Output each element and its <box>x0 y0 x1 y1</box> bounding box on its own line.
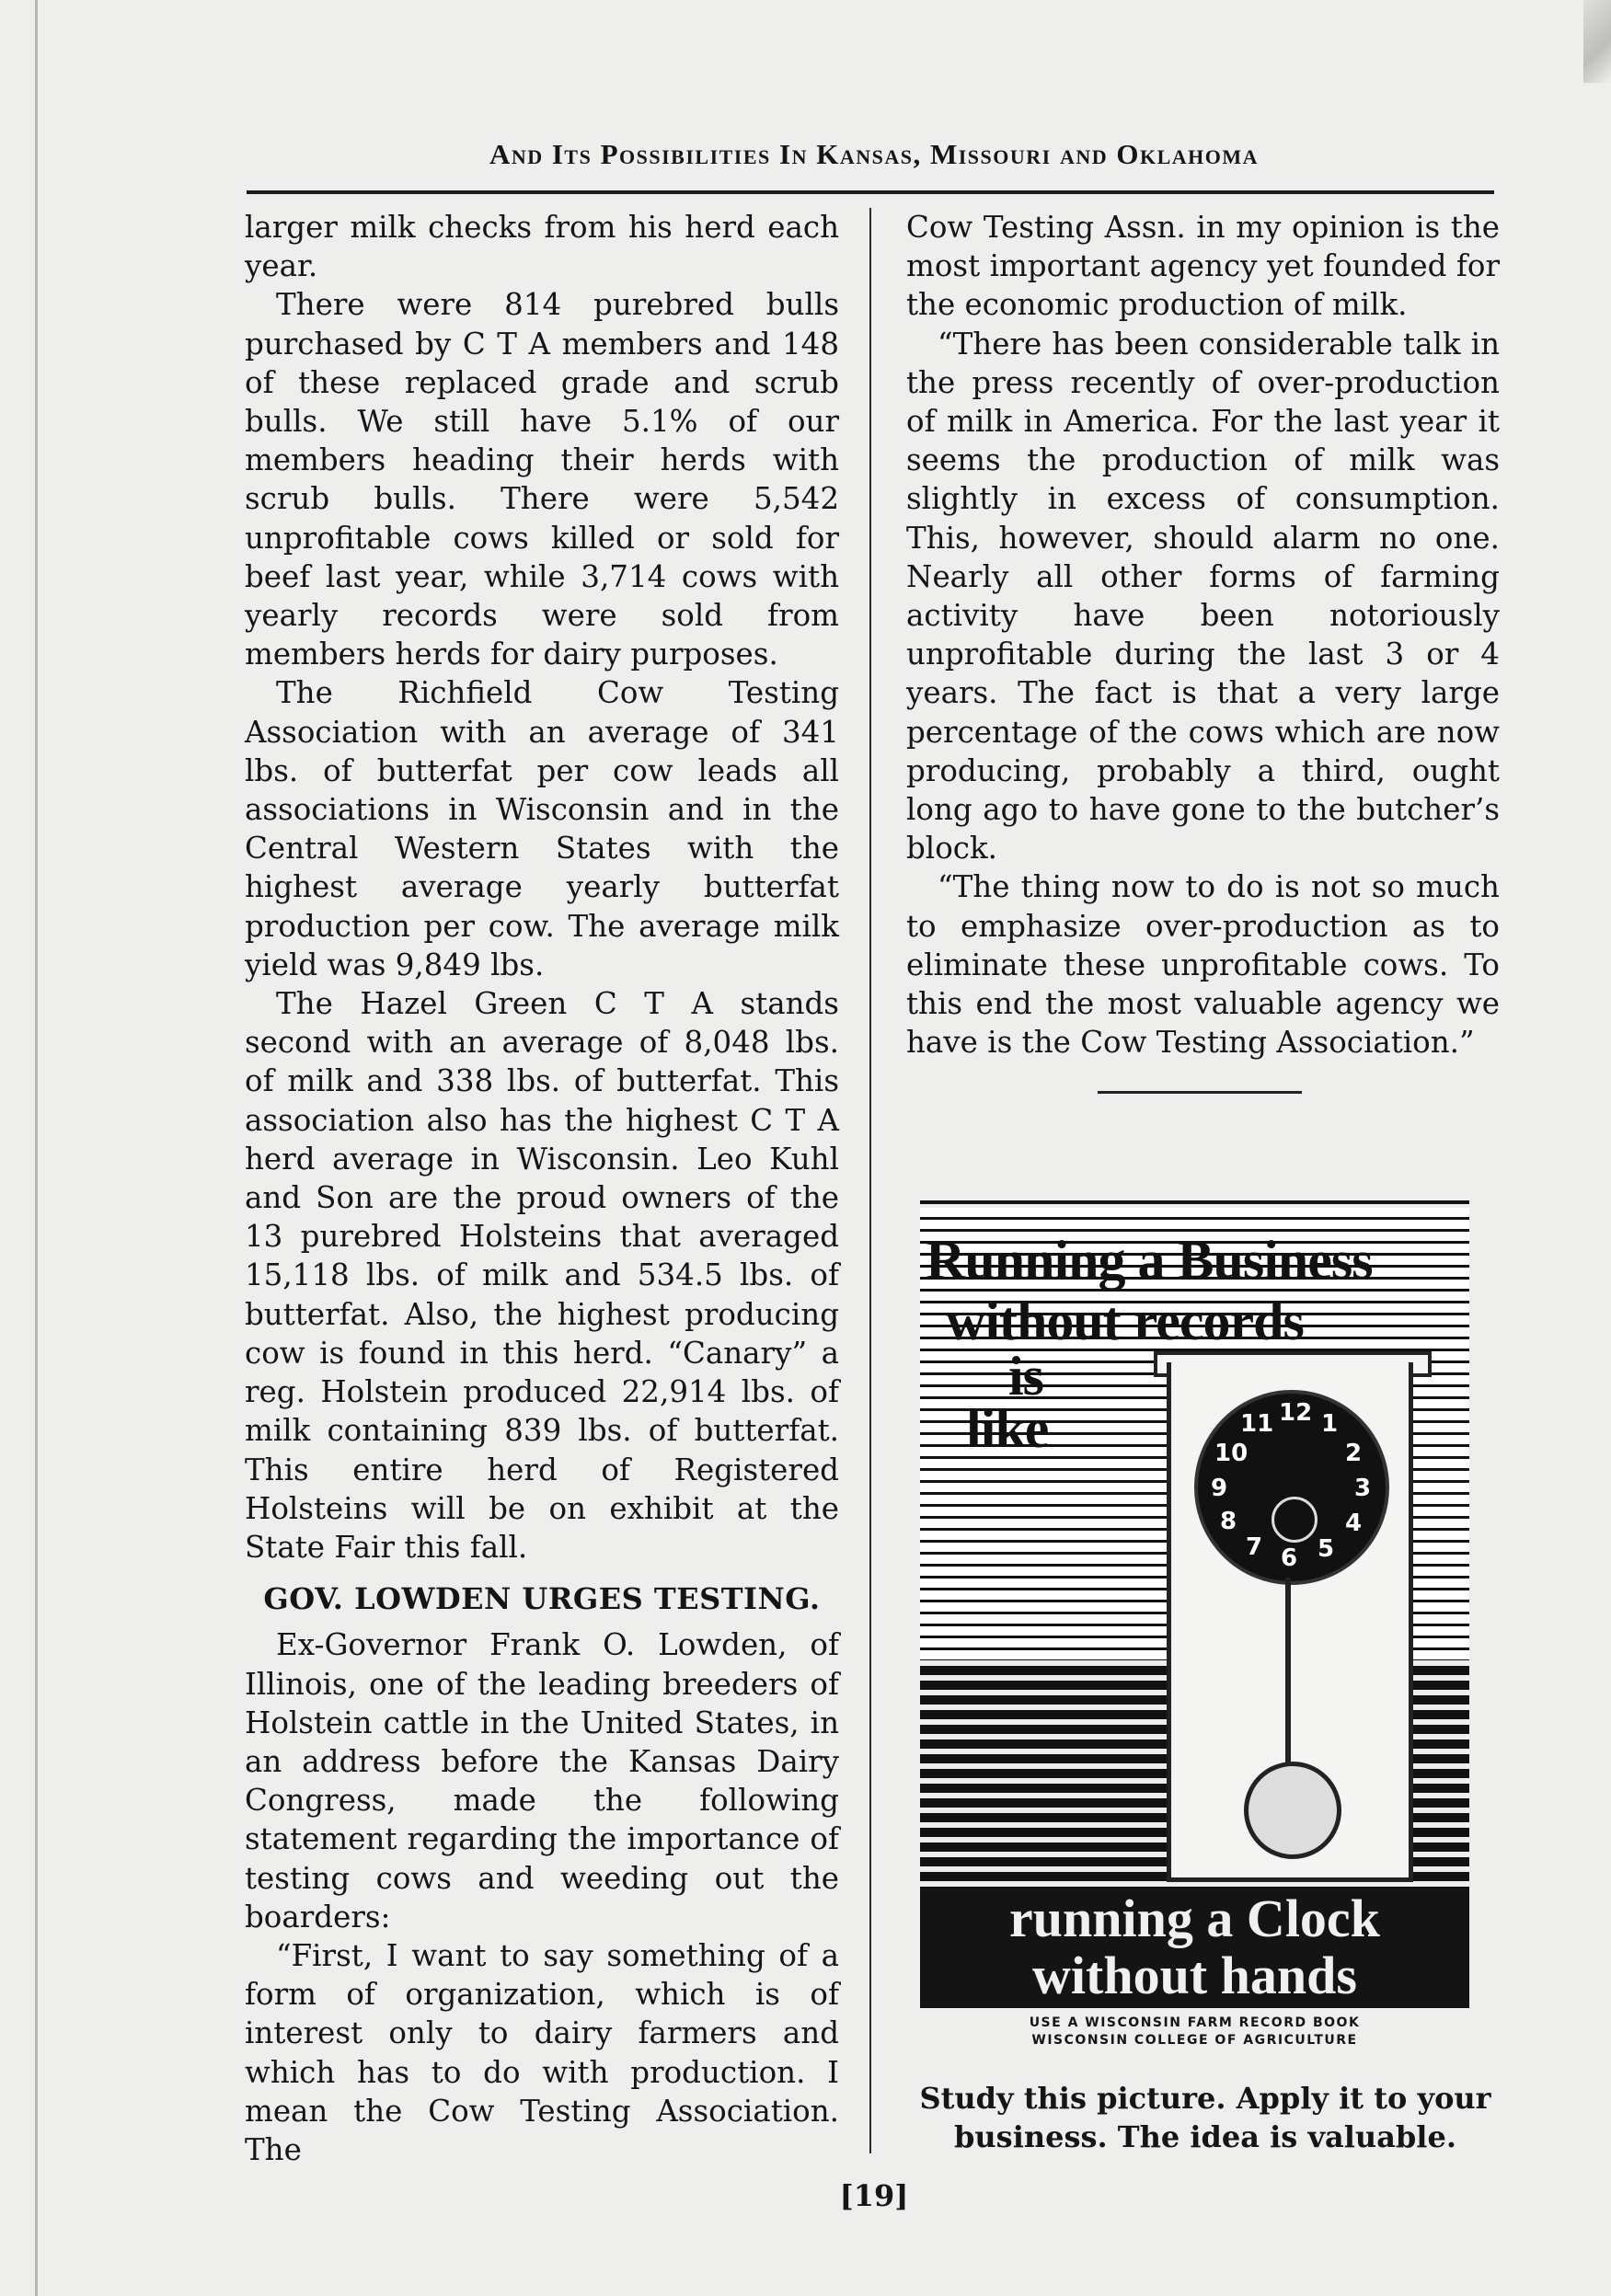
clock-face <box>1194 1390 1389 1585</box>
clock-number: 10 <box>1214 1440 1249 1467</box>
section-end-rule <box>1098 1091 1302 1094</box>
clock-number: 8 <box>1220 1508 1237 1535</box>
paragraph: Cow Testing Assn. in my opinion is the most important agency yet founded for the economic production of milk. <box>906 210 1500 323</box>
clock-number: 3 <box>1354 1475 1372 1502</box>
paragraph: There were 814 purebred bulls purchased by C T A members and 148 of these replaced grade and scrub bulls. We still have 5.1% of our members heading their herds with scrub bulls. There were 5,542 unprofitable cows killed or sold for beef last year, while 3,714 cows with yearly records were sold from members herds for dairy purposes. <box>245 287 839 672</box>
clock-number: 5 <box>1318 1535 1335 1563</box>
ad-top-rule <box>920 1200 1469 1204</box>
paragraph: The Richfield Cow Testing Association with an average of 341 lbs. of butterfat per cow leads all associations in Wisconsin and in the Central Western States with the highest average yearly butterfat production per cow. The average milk yield was 9,849 lbs. <box>245 675 839 982</box>
ad-title-line: is <box>1008 1346 1044 1406</box>
clock-number: 7 <box>1246 1533 1263 1561</box>
pendulum-bob <box>1244 1762 1341 1859</box>
ad-credit-line: WISCONSIN COLLEGE OF AGRICULTURE <box>1031 2033 1358 2048</box>
right-column <box>906 208 1500 1094</box>
ad-title-line: like <box>966 1398 1049 1459</box>
clock-number: 6 <box>1281 1544 1298 1572</box>
paragraph: The Hazel Green C T A stands second with an average of 8,048 lbs. of milk and 338 lbs. of butterfat. This association also has the highest C T A herd average in Wisconsin. Leo Kuhl and Son are the proud owners of the 13 purebred Holsteins that averaged 15,118 lbs. of milk and 534.5 lbs. of butterfat. Also, the highest producing cow is found in this herd. “Canary” a reg. Holstein produced 22,914 lbs. of milk containing 839 lbs. of butterfat. This entire herd of Registered Holsteins will be on exhibit at the State Fair this fall. <box>245 986 839 1565</box>
section-heading: GOV. LOWDEN URGES TESTING. <box>263 1581 821 1617</box>
ad-credit-line: USE A WISCONSIN FARM RECORD BOOK <box>1029 2015 1361 2030</box>
clock-number: 4 <box>1345 1510 1363 1537</box>
column-divider <box>869 208 871 2153</box>
clock-number: 1 <box>1321 1410 1339 1438</box>
ad-title-line: Running a Business <box>926 1230 1373 1291</box>
running-head: And Its Possibilities In Kansas, Missouri and Oklahoma <box>489 138 1260 170</box>
binding-edge <box>35 0 38 2296</box>
clock-hub <box>1272 1497 1318 1543</box>
paragraph: Ex-Governor Frank O. Lowden, of Illinois, one of the leading breeders of Holstein cattle in the United States, in an address before the Kansas Dairy Congress, made the following statement regarding the importance of testing cows and weeding out the boarders: <box>245 1627 839 1934</box>
advertisement <box>920 1200 1469 2008</box>
paragraph: larger milk checks from his herd each year. <box>245 210 839 284</box>
ad-slogan <box>920 1890 1469 2004</box>
ad-slogan-line: running a Clock <box>1009 1888 1380 1948</box>
clock-number: 11 <box>1240 1410 1274 1438</box>
page-number: [19] <box>839 2178 909 2213</box>
paragraph: “The thing now to do is not so much to emphasize over-production as to eliminate these unprofitable cows. To this end the most valuable agency we have is the Cow Testing Association.” <box>906 869 1500 1061</box>
ad-slogan-line: without hands <box>1032 1946 1357 2005</box>
page-corner-smudge <box>1583 0 1611 83</box>
ad-credit <box>920 2015 1469 2049</box>
left-column <box>245 208 839 2169</box>
paragraph: “First, I want to say something of a form of organization, which is of interest only to dairy farmers and which has to do with production. I mean the Cow Testing Association. The <box>245 1937 839 2167</box>
ad-title-line: without records <box>946 1291 1304 1351</box>
paragraph: “There has been considerable talk in the press recently of over-production of milk in America. For the last year it seems the production of milk was slightly in excess of consumption. This, however, should alarm no one. Nearly all other forms of farming activity have been notoriously unprofitable during the last 3 or 4 years. The fact is that a very large percentage of the cows which are now producing, probably a third, ought long ago to have gone to the butcher’s block. <box>906 326 1500 867</box>
clock-number: 12 <box>1279 1399 1313 1427</box>
clock-number: 2 <box>1345 1440 1363 1467</box>
header-rule <box>247 190 1494 194</box>
clock-number: 9 <box>1211 1475 1228 1502</box>
ad-caption: Study this picture. Apply it to your business. The idea is valuable. <box>919 2081 1491 2154</box>
